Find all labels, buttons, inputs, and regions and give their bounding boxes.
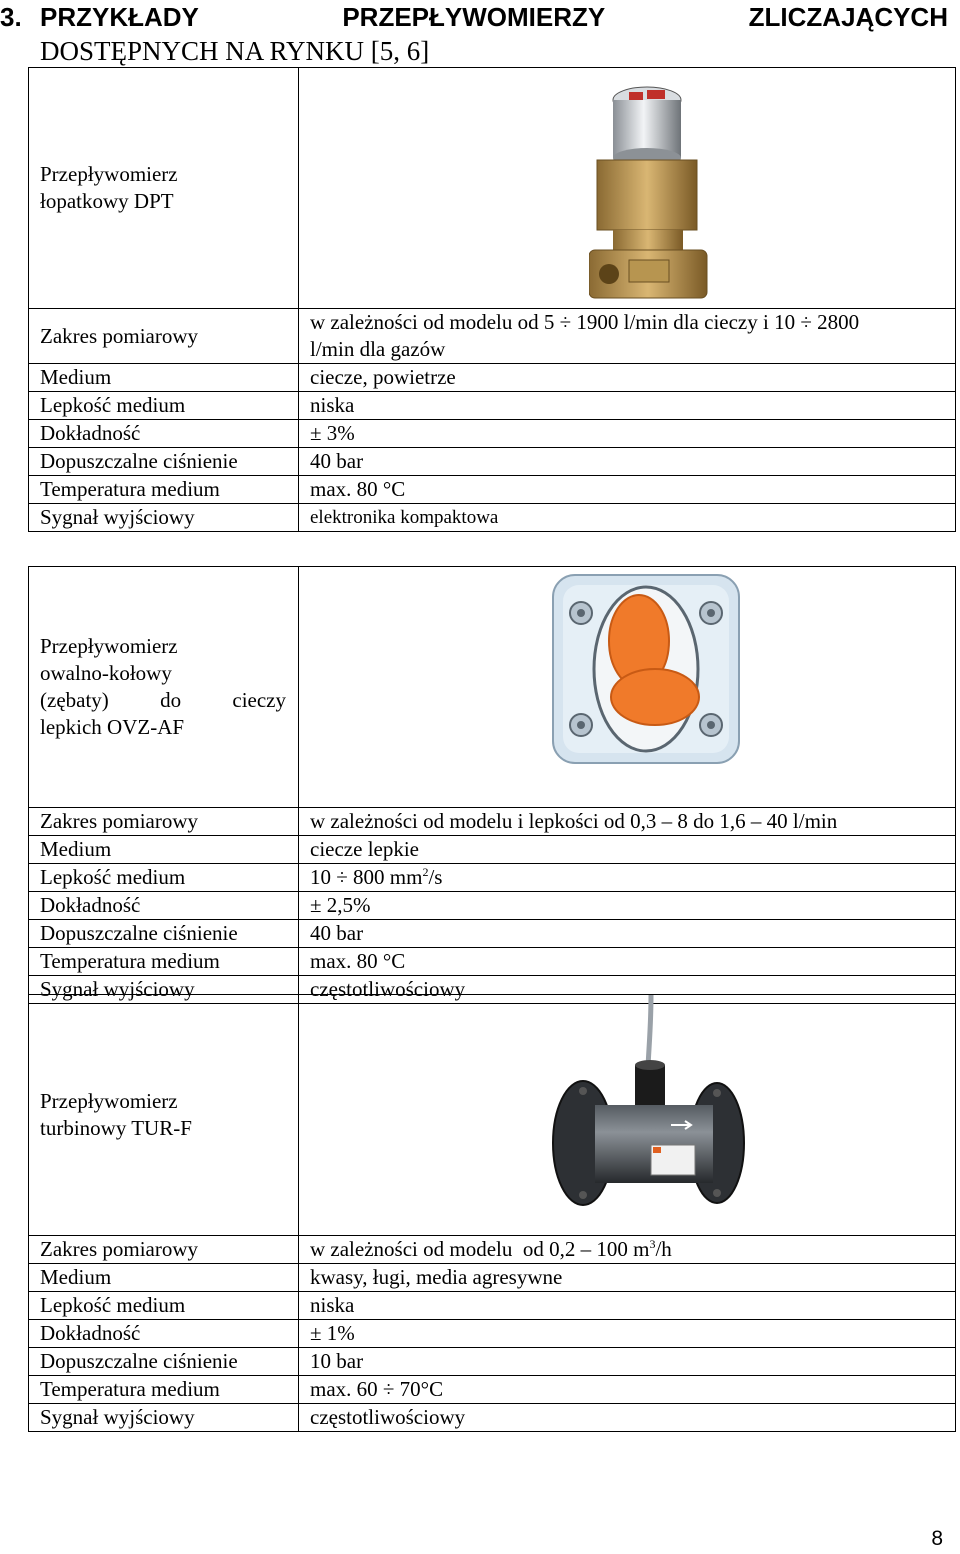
spec-label: Lepkość medium xyxy=(29,1292,299,1320)
spec-label: Zakres pomiarowy xyxy=(29,309,299,364)
spec-value: ± 3% xyxy=(299,420,956,448)
spec-value: ± 1% xyxy=(299,1320,956,1348)
spec-value: niska xyxy=(299,392,956,420)
spec-value: max. 80 °C xyxy=(299,948,956,976)
title-word-2: PRZEPŁYWOMIERZY xyxy=(342,2,606,32)
spec-value: 40 bar xyxy=(299,448,956,476)
spec-value: max. 80 °C xyxy=(299,476,956,504)
spec-value: w zależności od modelu od 0,2 – 100 $m^3/h$ xyxy=(299,1236,956,1264)
title-word-1: PRZYKŁADY xyxy=(40,2,199,32)
spec-label: Dopuszczalne ciśnienie xyxy=(29,1348,299,1376)
spec-label: Dokładność xyxy=(29,1320,299,1348)
spec-label: Dopuszczalne ciśnienie xyxy=(29,448,299,476)
device-table-tur xyxy=(28,994,956,1432)
paddle-flowmeter-photo xyxy=(299,68,956,309)
spec-value: 40 bar xyxy=(299,920,956,948)
page-number: 8 xyxy=(931,1527,943,1550)
spec-value: max. 60 ÷ 70°C xyxy=(299,1376,956,1404)
title-word-3: ZLICZAJĄCYCH xyxy=(748,2,948,32)
spec-label: Temperatura medium xyxy=(29,948,299,976)
spec-label: Temperatura medium xyxy=(29,1376,299,1404)
spec-label: Dokładność xyxy=(29,420,299,448)
paddle-flowmeter-icon xyxy=(589,80,709,302)
title-line-2: DOSTĘPNYCH NA RYNKU [5, 6] xyxy=(40,36,430,66)
spec-label: Zakres pomiarowy xyxy=(29,808,299,836)
device-name: Przepływomierz łopatkowy DPT xyxy=(29,68,299,309)
spec-label: Sygnał wyjściowy xyxy=(29,504,299,532)
spec-value: w zależności od modelu i lepkości od 0,3 – 8 do 1,6 – 40 l/min xyxy=(299,808,956,836)
spec-value: ± 2,5% xyxy=(299,892,956,920)
spec-label: Sygnał wyjściowy xyxy=(29,976,299,1004)
turbine-flowmeter-photo xyxy=(299,995,956,1236)
device-name: Przepływomierz turbinowy TUR-F xyxy=(29,995,299,1236)
spec-label: Zakres pomiarowy xyxy=(29,1236,299,1264)
oval-gear-flowmeter-photo xyxy=(299,567,956,808)
spec-label: Sygnał wyjściowy xyxy=(29,1404,299,1432)
turbine-flowmeter-icon xyxy=(551,995,746,1235)
spec-value: ciecze lepkie xyxy=(299,836,956,864)
spec-value: ciecze, powietrze xyxy=(299,364,956,392)
spec-value: elektronika kompaktowa xyxy=(299,504,956,532)
device-name: Przepływomierz owalno-kołowy (zębaty) do cieczy lepkich OVZ-AF xyxy=(29,567,299,808)
oval-gear-flowmeter-icon xyxy=(551,573,741,765)
spec-label: Lepkość medium xyxy=(29,392,299,420)
spec-value: częstotliwościowy xyxy=(299,976,956,1004)
spec-label: Temperatura medium xyxy=(29,476,299,504)
spec-value: częstotliwościowy xyxy=(299,1404,956,1432)
device-table-dpt xyxy=(28,67,956,532)
section-number: 3. xyxy=(0,2,22,32)
spec-label: Medium xyxy=(29,1264,299,1292)
spec-label: Medium xyxy=(29,836,299,864)
spec-value: kwasy, ługi, media agresywne xyxy=(299,1264,956,1292)
spec-label: Lepkość medium xyxy=(29,864,299,892)
spec-value: 10 bar xyxy=(299,1348,956,1376)
spec-value: w zależności od modelu od 5 ÷ 1900 l/min dla cieczy i 10 ÷ 2800 l/min dla gazów xyxy=(299,309,956,364)
spec-value: 10 ÷ 800 $mm^2/s$ xyxy=(299,864,956,892)
section-heading xyxy=(0,0,948,68)
spec-label: Dokładność xyxy=(29,892,299,920)
spec-value: niska xyxy=(299,1292,956,1320)
spec-label: Medium xyxy=(29,364,299,392)
device-table-ovz xyxy=(28,566,956,1004)
spec-label: Dopuszczalne ciśnienie xyxy=(29,920,299,948)
